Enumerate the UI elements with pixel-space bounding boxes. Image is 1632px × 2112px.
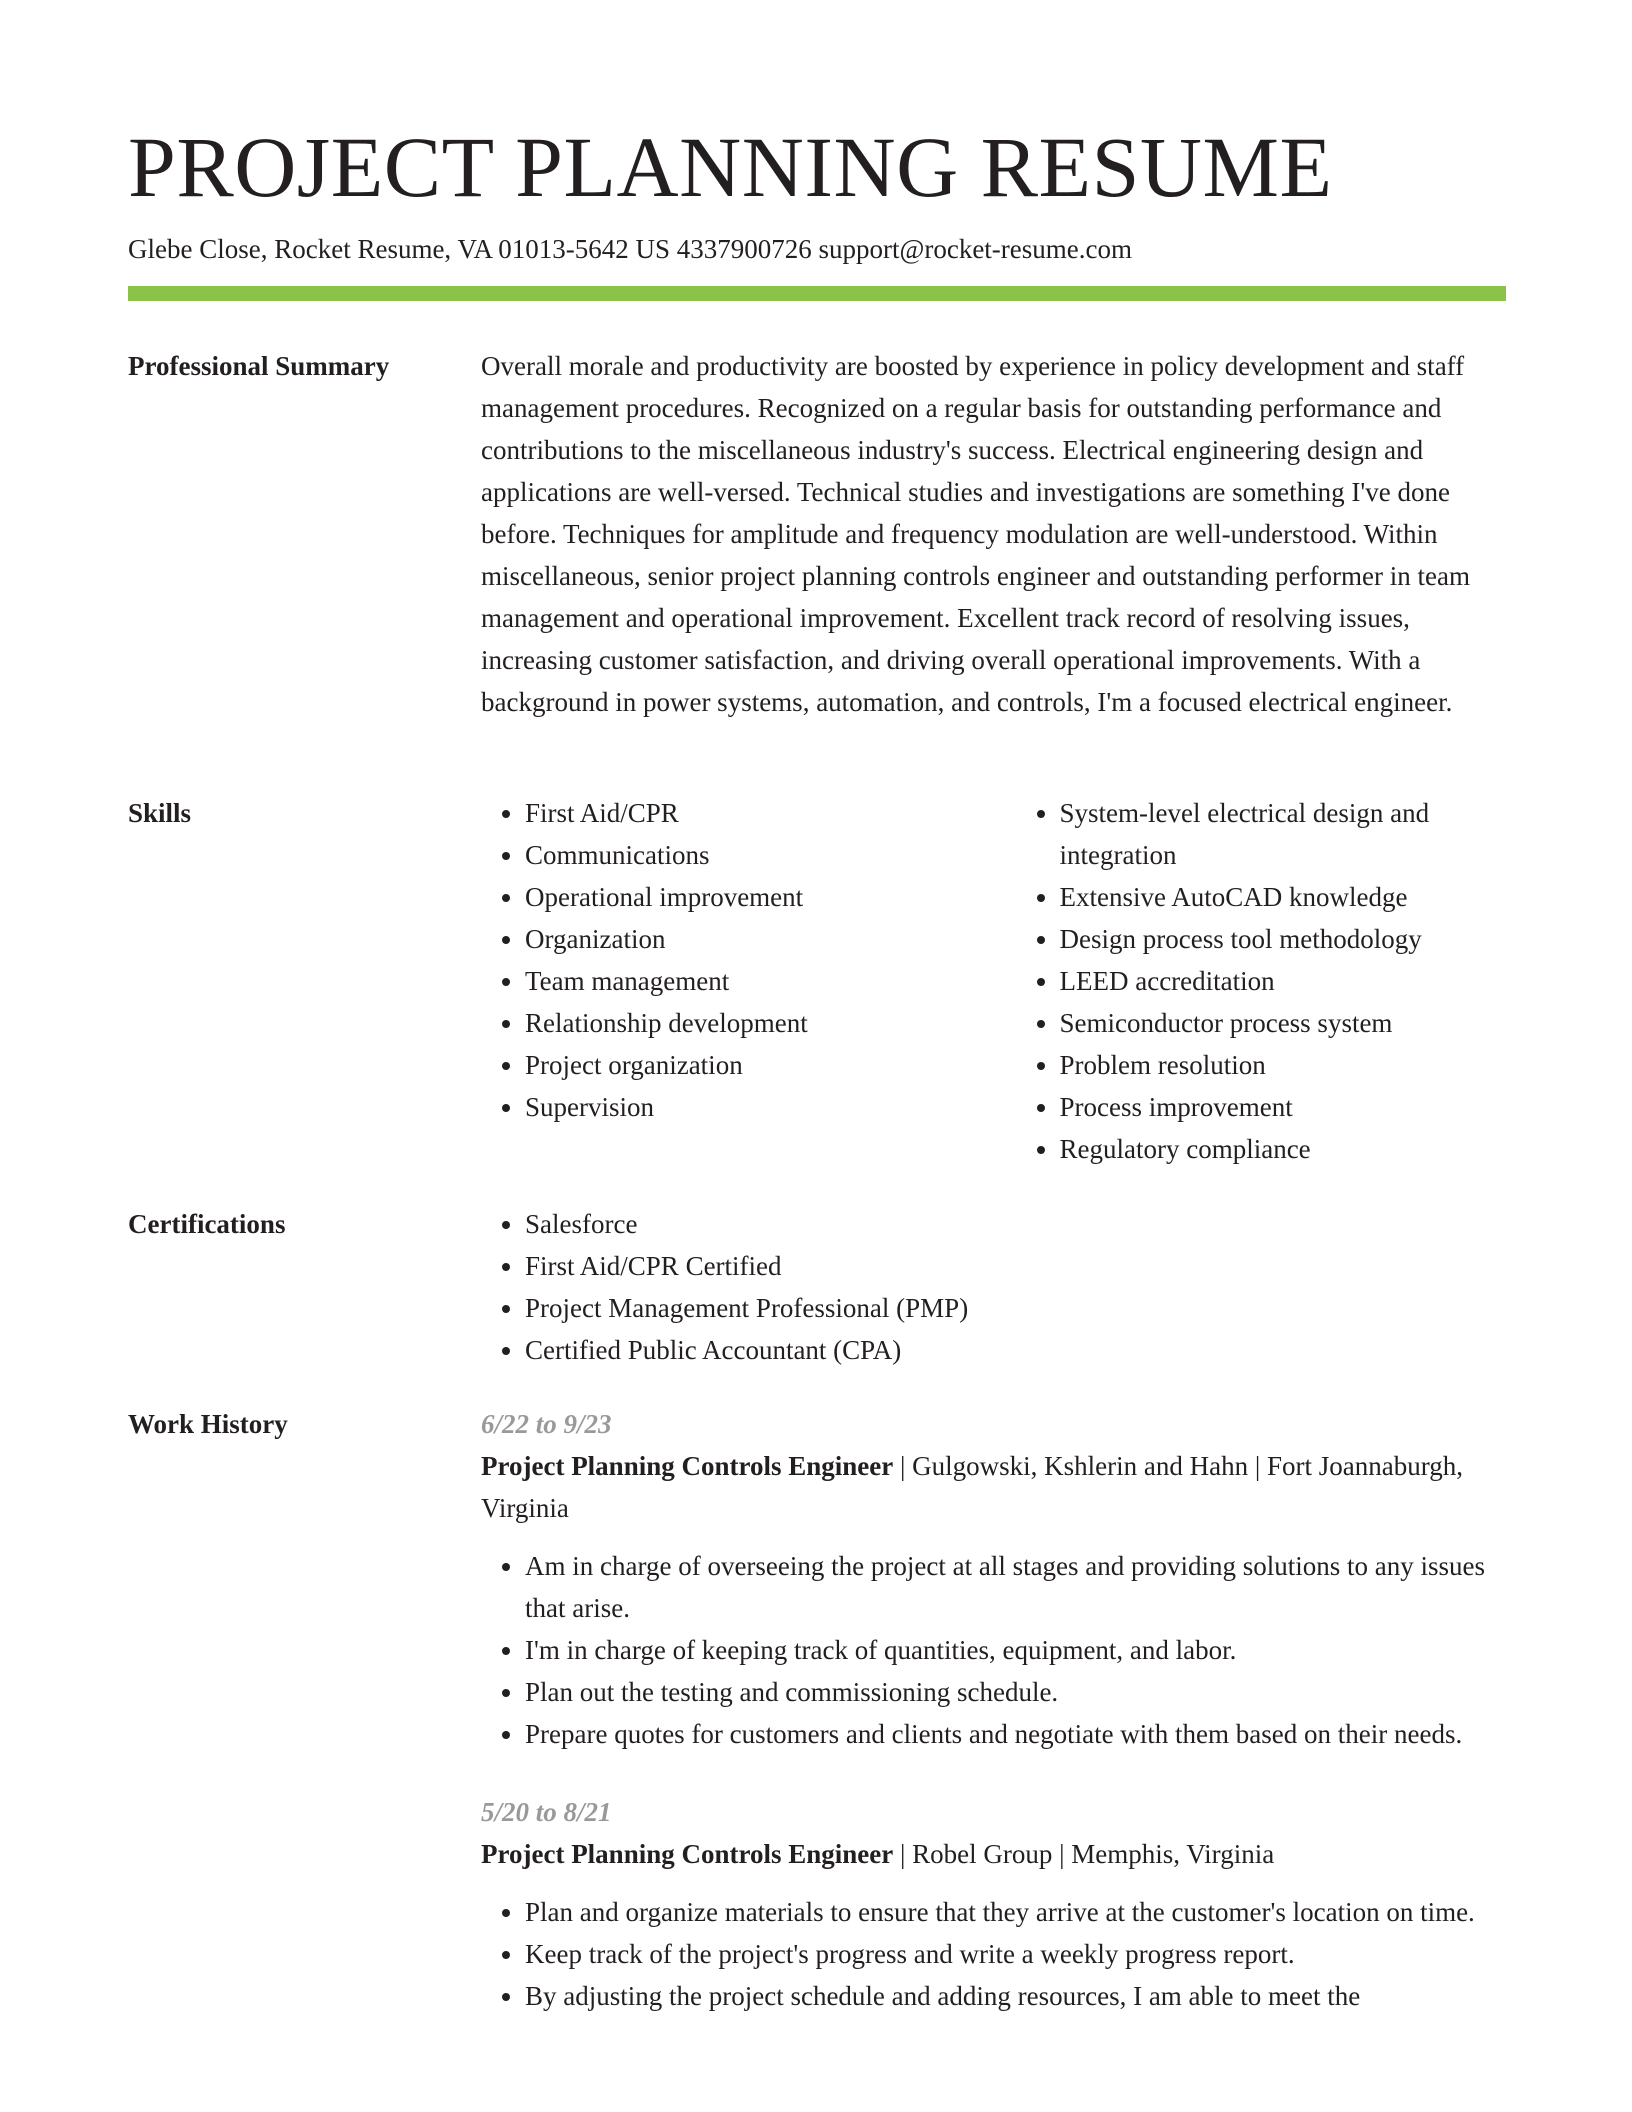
list-item: • Salesforce	[525, 1203, 1506, 1245]
job-employer-location: | Gulgowski, Kshlerin and Hahn | Fort Joannaburgh, Virginia	[481, 1451, 1464, 1523]
list-item: • Problem resolution	[1060, 1044, 1507, 1086]
list-item: • Process improvement	[1060, 1086, 1507, 1128]
job-title-line	[481, 1833, 1506, 1875]
job-bullets	[481, 1545, 1506, 1755]
list-item: • Prepare quotes for customers and clients and negotiate with them based on their needs.	[525, 1713, 1506, 1755]
contact-line: Glebe Close, Rocket Resume, VA 01013-5642 US 4337900726 support@rocket-resume.com	[128, 234, 1132, 264]
certifications-body	[481, 1203, 1506, 1371]
job-bullets	[481, 1891, 1506, 2017]
summary-body	[481, 345, 1506, 723]
list-item: • Regulatory compliance	[1060, 1128, 1507, 1170]
list-item: • Supervision	[525, 1086, 972, 1128]
list-item: • I'm in charge of keeping track of quantities, equipment, and labor.	[525, 1629, 1506, 1671]
list-item: • Semiconductor process system	[1060, 1002, 1507, 1044]
job-employer-location: | Robel Group | Memphis, Virginia	[893, 1839, 1275, 1869]
list-item: • First Aid/CPR	[525, 792, 972, 834]
resume-title: PROJECT PLANNING RESUME	[128, 119, 1333, 215]
list-item: • Organization	[525, 918, 972, 960]
list-item: • System-level electrical design and integration	[1060, 792, 1507, 876]
accent-divider	[128, 286, 1506, 301]
job-title: Project Planning Controls Engineer	[481, 1839, 894, 1869]
skills-list-left	[481, 792, 972, 1170]
list-item: • Certified Public Accountant (CPA)	[525, 1329, 1506, 1371]
list-item: • Am in charge of overseeing the project at all stages and providing solutions to any issues that arise.	[525, 1545, 1506, 1629]
list-item: • Plan and organize materials to ensure that they arrive at the customer's location on time.	[525, 1891, 1506, 1933]
work-history-body	[481, 1403, 1506, 2053]
skills-list-right	[1016, 792, 1507, 1170]
list-item: • Plan out the testing and commissioning schedule.	[525, 1671, 1506, 1713]
list-item: • LEED accreditation	[1060, 960, 1507, 1002]
skills-columns	[481, 792, 1506, 1170]
list-item: • Communications	[525, 834, 972, 876]
job-title: Project Planning Controls Engineer	[481, 1451, 894, 1481]
list-item: • By adjusting the project schedule and adding resources, I am able to meet the	[525, 1975, 1506, 2017]
job-entry	[481, 1403, 1506, 1755]
list-item: • Operational improvement	[525, 876, 972, 918]
section-label-certifications: Certifications	[128, 1209, 286, 1239]
list-item: • Project Management Professional (PMP)	[525, 1287, 1506, 1329]
list-item: • Team management	[525, 960, 972, 1002]
list-item: • Keep track of the project's progress and write a weekly progress report.	[525, 1933, 1506, 1975]
certifications-list	[481, 1203, 1506, 1371]
list-item: • Extensive AutoCAD knowledge	[1060, 876, 1507, 918]
list-item: • Design process tool methodology	[1060, 918, 1507, 960]
job-entry	[481, 1791, 1506, 2017]
list-item: • Project organization	[525, 1044, 972, 1086]
list-item: • Relationship development	[525, 1002, 972, 1044]
job-title-line	[481, 1445, 1506, 1529]
job-dates: 5/20 to 8/21	[481, 1797, 612, 1827]
section-label-work-history: Work History	[128, 1409, 288, 1439]
summary-text: Overall morale and productivity are boosted by experience in policy development and staff management procedures. Recognized on a regular basis for outstanding performance and contributions to the miscellaneous industry's success. Electrical engineering design and applications are well-versed. Technical studies and investigations are something I've done before. Techniques for amplitude and frequency modulation are well-understood. Within miscellaneous, senior project planning controls engineer and outstanding performer in team management and operational improvement. Excellent track record of resolving issues, increasing customer satisfaction, and driving overall operational improvements. With a background in power systems, automation, and controls, I'm a focused electrical engineer.	[481, 351, 1470, 717]
section-label-skills: Skills	[128, 798, 192, 828]
list-item: • First Aid/CPR Certified	[525, 1245, 1506, 1287]
job-dates: 6/22 to 9/23	[481, 1409, 612, 1439]
section-label-summary: Professional Summary	[128, 351, 390, 381]
